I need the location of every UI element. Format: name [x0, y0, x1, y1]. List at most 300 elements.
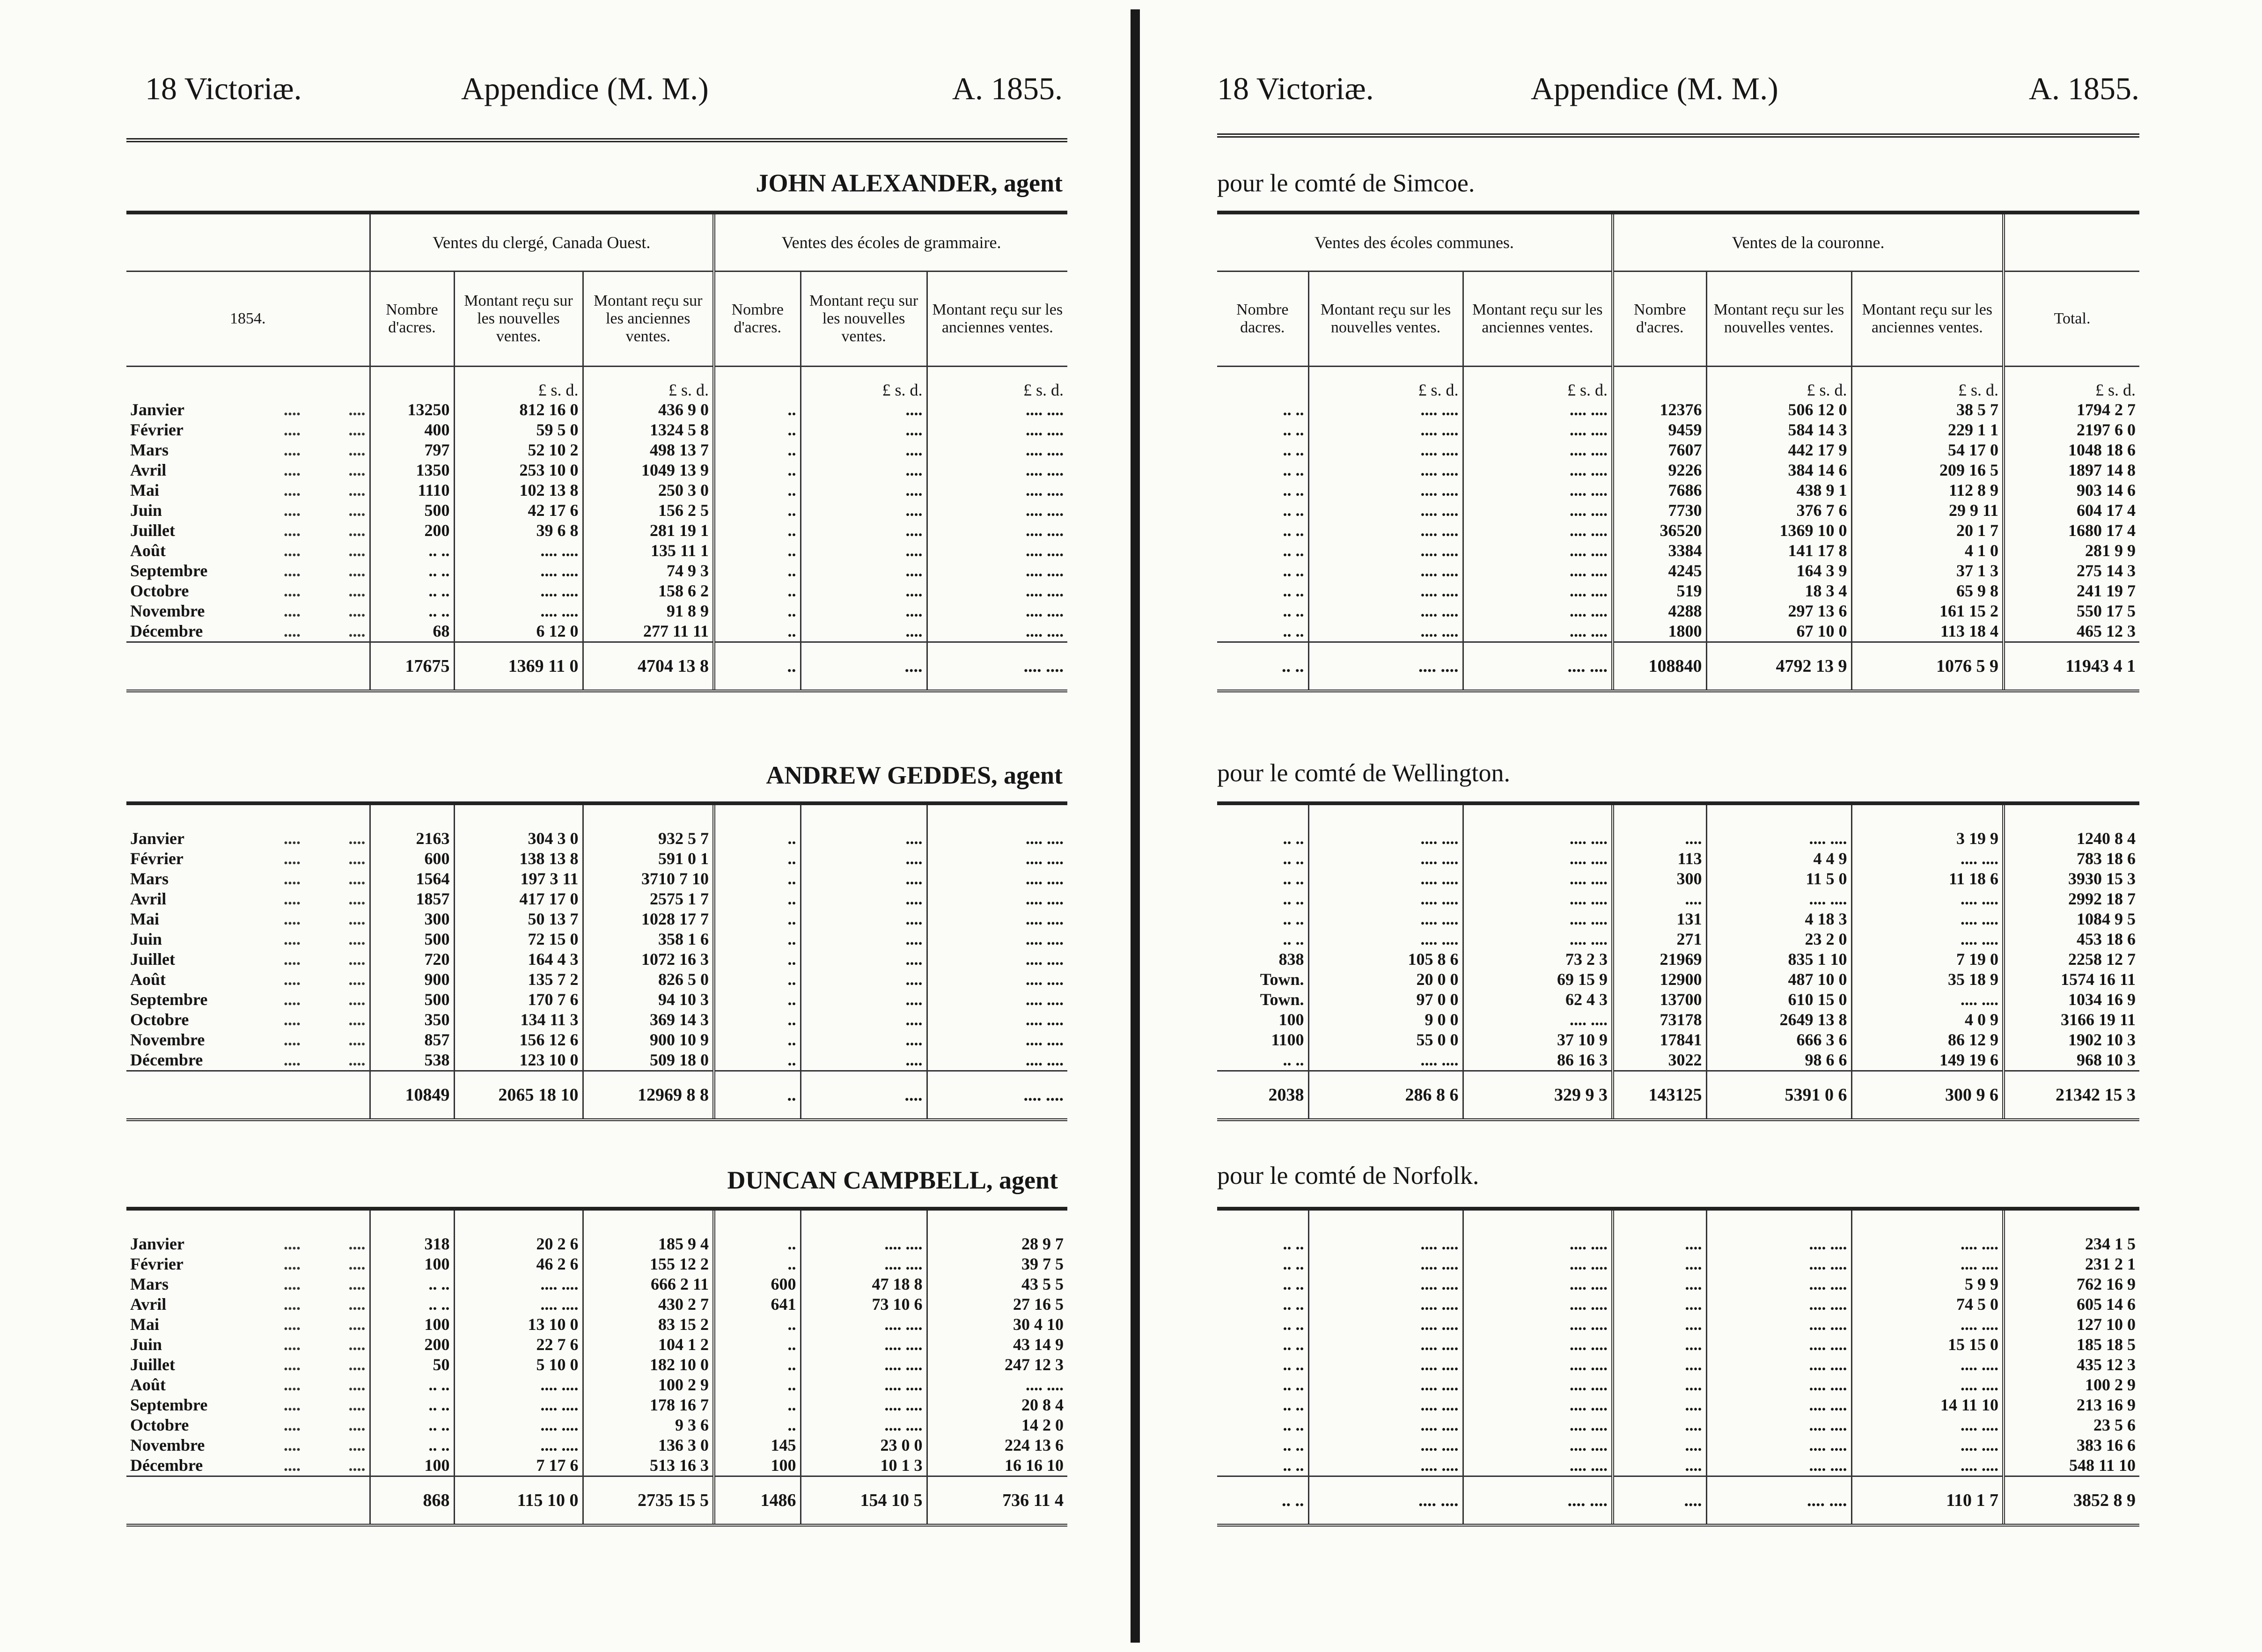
- table-cell: .. ..: [1283, 541, 1304, 560]
- table-cell: .... ....: [801, 1395, 927, 1415]
- table-cell: 18 3 4: [1706, 581, 1851, 601]
- table-cell: .. ..: [1283, 1395, 1304, 1414]
- table-cell: 39 7 5: [927, 1254, 1067, 1274]
- table-cell: ....: [284, 420, 301, 439]
- table-cell: 200: [370, 1335, 454, 1355]
- table-cell: ....: [1613, 829, 1706, 849]
- table-cell: .... ....: [801, 1335, 927, 1355]
- total-cell: 12969 8 8: [583, 1071, 714, 1120]
- table-cell: .... ....: [1463, 1234, 1613, 1254]
- table-cell: .... ....: [1463, 1314, 1613, 1335]
- table-cell: ....: [801, 1030, 927, 1050]
- table-cell: .... ....: [1308, 1274, 1463, 1294]
- table-cell: 1794 2 7: [2004, 400, 2139, 420]
- table-cell: 430 2 7: [583, 1294, 714, 1314]
- top-rule-row: [126, 803, 1067, 829]
- table-cell: 36520: [1613, 521, 1706, 541]
- table-cell: 2649 13 8: [1706, 1010, 1851, 1030]
- table-row: [126, 541, 1067, 561]
- table-cell: ....: [348, 930, 366, 948]
- table-cell: 500: [370, 990, 454, 1010]
- table-cell: .. ..: [1283, 602, 1304, 620]
- table-cell: 1072 16 3: [583, 949, 714, 969]
- table-cell: .... ....: [1308, 929, 1463, 949]
- table-cell: ....: [284, 501, 301, 520]
- table-cell: .. ..: [1283, 521, 1304, 540]
- table-row: [1217, 1010, 2139, 1030]
- table-cell: 550 17 5: [2004, 601, 2139, 621]
- table-cell: ....: [801, 440, 927, 460]
- table-cell: 134 11 3: [454, 1010, 583, 1030]
- table-cell: 213 16 9: [2004, 1395, 2139, 1415]
- table-row: [1217, 1355, 2139, 1375]
- table-row: [1217, 1455, 2139, 1476]
- table-cell: 838: [1278, 950, 1304, 969]
- table-cell: ....: [348, 1255, 366, 1273]
- group-header-row: [1217, 213, 2139, 272]
- table-cell: 65 9 8: [1851, 581, 2004, 601]
- table-cell: .... ....: [1308, 500, 1463, 521]
- table-cell: 46 2 6: [454, 1254, 583, 1274]
- table-row: [1217, 621, 2139, 642]
- month-label: Février: [130, 420, 184, 439]
- table-cell: 383 16 6: [2004, 1435, 2139, 1455]
- table-cell: 968 10 3: [2004, 1050, 2139, 1071]
- table-cell: .... ....: [1308, 1254, 1463, 1274]
- table-row: [126, 829, 1067, 849]
- spacer-cell: [583, 1209, 714, 1234]
- spacer-cell: [2004, 803, 2139, 829]
- table-cell: .... ....: [454, 561, 583, 581]
- column-header: Montant reçu sur les nouvelles ventes.: [1308, 272, 1463, 367]
- table-cell: .... ....: [927, 849, 1067, 869]
- table-cell: 37 1 3: [1851, 561, 2004, 581]
- table-row: [126, 1455, 1067, 1476]
- table-cell: .... ....: [454, 581, 583, 601]
- table-cell: 14 11 10: [1851, 1395, 2004, 1415]
- table-cell: ..: [714, 1355, 801, 1375]
- table-cell: .. ..: [370, 1395, 454, 1415]
- total-cell: ....: [801, 642, 927, 691]
- table-row: [126, 929, 1067, 949]
- table-cell: .... ....: [1463, 1335, 1613, 1355]
- table-row: [126, 1375, 1067, 1395]
- group-header-grammar: Ventes des écoles de grammaire.: [714, 213, 1067, 272]
- table-row: [126, 500, 1067, 521]
- table-row: [1217, 541, 2139, 561]
- month-label: Août: [130, 541, 166, 560]
- table-cell: .. ..: [1283, 1416, 1304, 1434]
- table-row: [1217, 440, 2139, 460]
- table-cell: .... ....: [1308, 1234, 1463, 1254]
- table-cell: .... ....: [1851, 849, 2004, 869]
- table-cell: 68: [370, 621, 454, 642]
- month-label: Novembre: [130, 602, 205, 620]
- table-cell: ..: [714, 929, 801, 949]
- table-cell: 20 2 6: [454, 1234, 583, 1254]
- spacer-cell: [304, 803, 370, 829]
- spacer-cell: [1308, 803, 1463, 829]
- table-cell: 67 10 0: [1706, 621, 1851, 642]
- table-cell: 112 8 9: [1851, 480, 2004, 500]
- table-cell: ....: [1613, 889, 1706, 909]
- total-blank: [126, 1476, 370, 1526]
- column-header-row: [1217, 272, 2139, 367]
- table-cell: 138 13 8: [454, 849, 583, 869]
- table-cell: ....: [284, 1255, 301, 1273]
- table-cell: 548 11 10: [2004, 1455, 2139, 1476]
- table-cell: .... ....: [1308, 1294, 1463, 1314]
- table-cell: .. ..: [370, 1415, 454, 1435]
- table-cell: 52 10 2: [454, 440, 583, 460]
- county-table: [1217, 801, 2139, 1121]
- table-cell: ....: [348, 869, 366, 888]
- spacer-cell: [1613, 803, 1706, 829]
- table-cell: ....: [348, 1395, 366, 1414]
- total-blank: [126, 1071, 370, 1120]
- header-blank: [126, 213, 370, 272]
- units-cell: [234, 367, 304, 400]
- month-label: Juin: [130, 930, 162, 948]
- table-cell: ....: [284, 1315, 301, 1334]
- table-cell: ....: [348, 1375, 366, 1394]
- column-header: Montant reçu sur les anciennes ventes.: [1463, 272, 1613, 367]
- table-cell: 100: [370, 1455, 454, 1476]
- total-cell: 868: [370, 1476, 454, 1526]
- table-cell: 7686: [1613, 480, 1706, 500]
- table-cell: ....: [801, 929, 927, 949]
- total-cell: 2065 18 10: [454, 1071, 583, 1120]
- table-cell: 229 1 1: [1851, 420, 2004, 440]
- month-label: Mai: [130, 910, 159, 928]
- spacer-cell: [454, 803, 583, 829]
- table-cell: ..: [714, 561, 801, 581]
- total-cell: .... ....: [1463, 1476, 1613, 1526]
- table-cell: .. ..: [1283, 461, 1304, 479]
- table-cell: .... ....: [1308, 1415, 1463, 1435]
- table-row: [1217, 521, 2139, 541]
- table-cell: 1048 18 6: [2004, 440, 2139, 460]
- table-cell: 241 19 7: [2004, 581, 2139, 601]
- table-row: [126, 1355, 1067, 1375]
- table-cell: 2575 1 7: [583, 889, 714, 909]
- table-cell: 3166 19 11: [2004, 1010, 2139, 1030]
- table-cell: ....: [284, 1375, 301, 1394]
- table-row: [126, 601, 1067, 621]
- table-cell: ..: [714, 1314, 801, 1335]
- agent-table: [126, 801, 1067, 1121]
- table-cell: 1110: [370, 480, 454, 500]
- table-cell: .... ....: [1308, 460, 1463, 480]
- table-cell: .... ....: [1851, 1254, 2004, 1274]
- table-cell: 318: [370, 1234, 454, 1254]
- table-cell: ....: [284, 930, 301, 948]
- table-cell: ..: [714, 400, 801, 420]
- table-cell: 100: [714, 1455, 801, 1476]
- table-cell: ....: [348, 849, 366, 868]
- table-cell: 5 10 0: [454, 1355, 583, 1375]
- units-cell: £ s. d.: [1706, 367, 1851, 400]
- table-cell: 4 1 0: [1851, 541, 2004, 561]
- table-cell: ....: [348, 1295, 366, 1314]
- county-table: [1217, 1207, 2139, 1527]
- table-cell: 97 0 0: [1308, 990, 1463, 1010]
- table-row: [1217, 969, 2139, 990]
- table-cell: 37 10 9: [1463, 1030, 1613, 1050]
- table-cell: 835 1 10: [1706, 949, 1851, 969]
- table-cell: 600: [714, 1274, 801, 1294]
- table-cell: .. ..: [370, 1375, 454, 1395]
- table-cell: .... ....: [1463, 1254, 1613, 1274]
- table-cell: .... ....: [1851, 1375, 2004, 1395]
- table-row: [126, 1435, 1067, 1455]
- table-cell: 1049 13 9: [583, 460, 714, 480]
- table-cell: .... ....: [1308, 1375, 1463, 1395]
- table-cell: 16 16 10: [927, 1455, 1067, 1476]
- month-label: Juillet: [130, 521, 175, 540]
- table-cell: 54 17 0: [1851, 440, 2004, 460]
- left-page: [126, 0, 1067, 1652]
- table-cell: 200: [370, 521, 454, 541]
- table-cell: 4245: [1613, 561, 1706, 581]
- table-cell: ....: [284, 1355, 301, 1374]
- table-cell: .. ..: [1283, 869, 1304, 888]
- table-cell: .... ....: [454, 1375, 583, 1395]
- table-cell: .... ....: [927, 480, 1067, 500]
- table-cell: 94 10 3: [583, 990, 714, 1010]
- table-cell: ....: [284, 1416, 301, 1434]
- table-cell: 9 3 6: [583, 1415, 714, 1435]
- month-label: Novembre: [130, 1030, 205, 1049]
- table-cell: 666 3 6: [1706, 1030, 1851, 1050]
- table-cell: ....: [348, 1010, 366, 1029]
- table-cell: .... ....: [1463, 500, 1613, 521]
- month-label: Février: [130, 849, 184, 868]
- table-cell: ....: [284, 849, 301, 868]
- table-cell: .... ....: [927, 420, 1067, 440]
- table-cell: .... ....: [927, 1050, 1067, 1071]
- table-row: [1217, 460, 2139, 480]
- table-row: [126, 1254, 1067, 1274]
- total-cell: .. ..: [1217, 1476, 1308, 1526]
- table-cell: 720: [370, 949, 454, 969]
- table-cell: ....: [284, 561, 301, 580]
- table-row: [126, 521, 1067, 541]
- table-cell: 100: [370, 1314, 454, 1335]
- table-cell: .... ....: [1308, 521, 1463, 541]
- table-row: [1217, 1375, 2139, 1395]
- total-cell: ....: [801, 1071, 927, 1120]
- table-cell: .... ....: [1463, 480, 1613, 500]
- table-cell: ....: [801, 909, 927, 929]
- spacer-cell: [234, 803, 304, 829]
- table-cell: .... ....: [1308, 621, 1463, 642]
- table-cell: 135 7 2: [454, 969, 583, 990]
- table-cell: ....: [801, 521, 927, 541]
- book-spine: [1131, 9, 1140, 1643]
- table-cell: .. ..: [1283, 1355, 1304, 1374]
- table-cell: 300: [370, 909, 454, 929]
- month-label: Octobre: [130, 581, 189, 600]
- table-cell: 641: [714, 1294, 801, 1314]
- table-cell: ....: [284, 602, 301, 620]
- table-cell: 197 3 11: [454, 869, 583, 889]
- total-cell: 21342 15 3: [2004, 1071, 2139, 1120]
- total-cell: 11943 4 1: [2004, 642, 2139, 691]
- column-header: Montant reçu sur les anciennes ventes.: [927, 272, 1067, 367]
- table-cell: .... ....: [1706, 1415, 1851, 1435]
- total-cell: 2735 15 5: [583, 1476, 714, 1526]
- table-cell: ....: [1613, 1355, 1706, 1375]
- table-cell: 83 15 2: [583, 1314, 714, 1335]
- table-cell: 27 16 5: [927, 1294, 1067, 1314]
- month-label: Juin: [130, 1335, 162, 1354]
- table-row: [1217, 1435, 2139, 1455]
- month-label: Juillet: [130, 950, 175, 969]
- table-cell: .. ..: [370, 1294, 454, 1314]
- table-cell: 900 10 9: [583, 1030, 714, 1050]
- table-cell: .... ....: [1308, 440, 1463, 460]
- column-header-row: [126, 272, 1067, 367]
- column-header: Montant reçu sur les nouvelles ventes.: [1706, 272, 1851, 367]
- table-cell: ..: [714, 480, 801, 500]
- table-cell: .... ....: [1308, 1314, 1463, 1335]
- table-cell: 1800: [1613, 621, 1706, 642]
- table-cell: 141 17 8: [1706, 541, 1851, 561]
- table-cell: 98 6 6: [1706, 1050, 1851, 1071]
- table-cell: 13 10 0: [454, 1314, 583, 1335]
- table-cell: ....: [1613, 1435, 1706, 1455]
- table-cell: .... ....: [1308, 1455, 1463, 1476]
- table-cell: 4288: [1613, 601, 1706, 621]
- table-cell: 209 16 5: [1851, 460, 2004, 480]
- table-cell: 155 12 2: [583, 1254, 714, 1274]
- month-label: Juillet: [130, 1355, 175, 1374]
- table-cell: .... ....: [1308, 541, 1463, 561]
- total-cell: 1369 11 0: [454, 642, 583, 691]
- spacer-cell: [1851, 1209, 2004, 1234]
- table-cell: 3384: [1613, 541, 1706, 561]
- table-cell: 30 4 10: [927, 1314, 1067, 1335]
- table-cell: 3930 15 3: [2004, 869, 2139, 889]
- table-cell: .... ....: [1463, 1395, 1613, 1415]
- table-cell: 1857: [370, 889, 454, 909]
- units-cell: £ s. d.: [927, 367, 1067, 400]
- table-cell: 156 12 6: [454, 1030, 583, 1050]
- table-cell: .... ....: [1706, 1274, 1851, 1294]
- table-cell: 131: [1613, 909, 1706, 929]
- total-cell: 10849: [370, 1071, 454, 1120]
- table-cell: ....: [284, 400, 301, 419]
- table-cell: 13250: [370, 400, 454, 420]
- table-cell: 1574 16 11: [2004, 969, 2139, 990]
- total-cell: ..: [714, 1071, 801, 1120]
- table-cell: .... ....: [1706, 1294, 1851, 1314]
- table-cell: .... ....: [1308, 480, 1463, 500]
- table-cell: 55 0 0: [1308, 1030, 1463, 1050]
- table-cell: 11 5 0: [1706, 869, 1851, 889]
- table-cell: .... ....: [1308, 869, 1463, 889]
- table-cell: .... ....: [1463, 1455, 1613, 1476]
- table-cell: .. ..: [1283, 829, 1304, 848]
- table-row: [126, 1030, 1067, 1050]
- table-cell: 113 18 4: [1851, 621, 2004, 642]
- month-label: Mars: [130, 1275, 169, 1293]
- table-cell: ....: [801, 1010, 927, 1030]
- column-header: Nombre dacres.: [1217, 272, 1308, 367]
- table-cell: ....: [284, 541, 301, 560]
- table-cell: 281 9 9: [2004, 541, 2139, 561]
- table-cell: .... ....: [801, 1355, 927, 1375]
- table-row: [126, 1050, 1067, 1071]
- table-row: [126, 581, 1067, 601]
- table-cell: .... ....: [1463, 440, 1613, 460]
- table-cell: 591 0 1: [583, 849, 714, 869]
- table-cell: 100 2 9: [583, 1375, 714, 1395]
- header-appendix: Appendice (M. M.): [461, 71, 709, 106]
- table-cell: 513 16 3: [583, 1455, 714, 1476]
- table-cell: 39 6 8: [454, 521, 583, 541]
- total-cell: 108840: [1613, 642, 1706, 691]
- table-cell: ..: [714, 601, 801, 621]
- table-cell: .... ....: [1463, 1274, 1613, 1294]
- table-row: [1217, 849, 2139, 869]
- table-row: [126, 400, 1067, 420]
- top-rule-row: [126, 1209, 1067, 1234]
- table-cell: .... ....: [1463, 621, 1613, 642]
- table-row: [126, 440, 1067, 460]
- table-row: [126, 621, 1067, 642]
- table-cell: 7607: [1613, 440, 1706, 460]
- header-appendix: Appendice (M. M.): [1531, 71, 1778, 106]
- table-cell: ..: [714, 1375, 801, 1395]
- table-cell: .... ....: [1308, 849, 1463, 869]
- table-cell: .... ....: [927, 521, 1067, 541]
- total-cell: .... ....: [1308, 1476, 1463, 1526]
- table-cell: ..: [714, 420, 801, 440]
- month-label: Avril: [130, 1295, 167, 1314]
- table-cell: ....: [284, 990, 301, 1009]
- table-row: [1217, 1395, 2139, 1415]
- table-row: [1217, 581, 2139, 601]
- table-cell: ..: [714, 440, 801, 460]
- table-cell: .... ....: [1463, 889, 1613, 909]
- table-cell: .... ....: [1463, 829, 1613, 849]
- table-cell: ....: [284, 1050, 301, 1069]
- table-cell: 500: [370, 500, 454, 521]
- top-rule-row: [1217, 803, 2139, 829]
- table-cell: ....: [801, 990, 927, 1010]
- table-cell: ....: [801, 541, 927, 561]
- header-blank: [2004, 213, 2139, 272]
- table-cell: ....: [348, 1456, 366, 1475]
- table-cell: .... ....: [1308, 829, 1463, 849]
- table-cell: ....: [284, 950, 301, 969]
- units-cell: [714, 367, 801, 400]
- table-cell: ....: [801, 460, 927, 480]
- total-cell: 286 8 6: [1308, 1071, 1463, 1120]
- table-cell: ..: [714, 541, 801, 561]
- table-cell: 156 2 5: [583, 500, 714, 521]
- table-cell: 350: [370, 1010, 454, 1030]
- table-cell: 1084 9 5: [2004, 909, 2139, 929]
- table-row: [126, 889, 1067, 909]
- table-cell: 6 12 0: [454, 621, 583, 642]
- total-cell: 736 11 4: [927, 1476, 1067, 1526]
- table-cell: .. ..: [1283, 1050, 1304, 1069]
- total-cell: 110 1 7: [1851, 1476, 2004, 1526]
- spacer-cell: [1217, 1209, 1308, 1234]
